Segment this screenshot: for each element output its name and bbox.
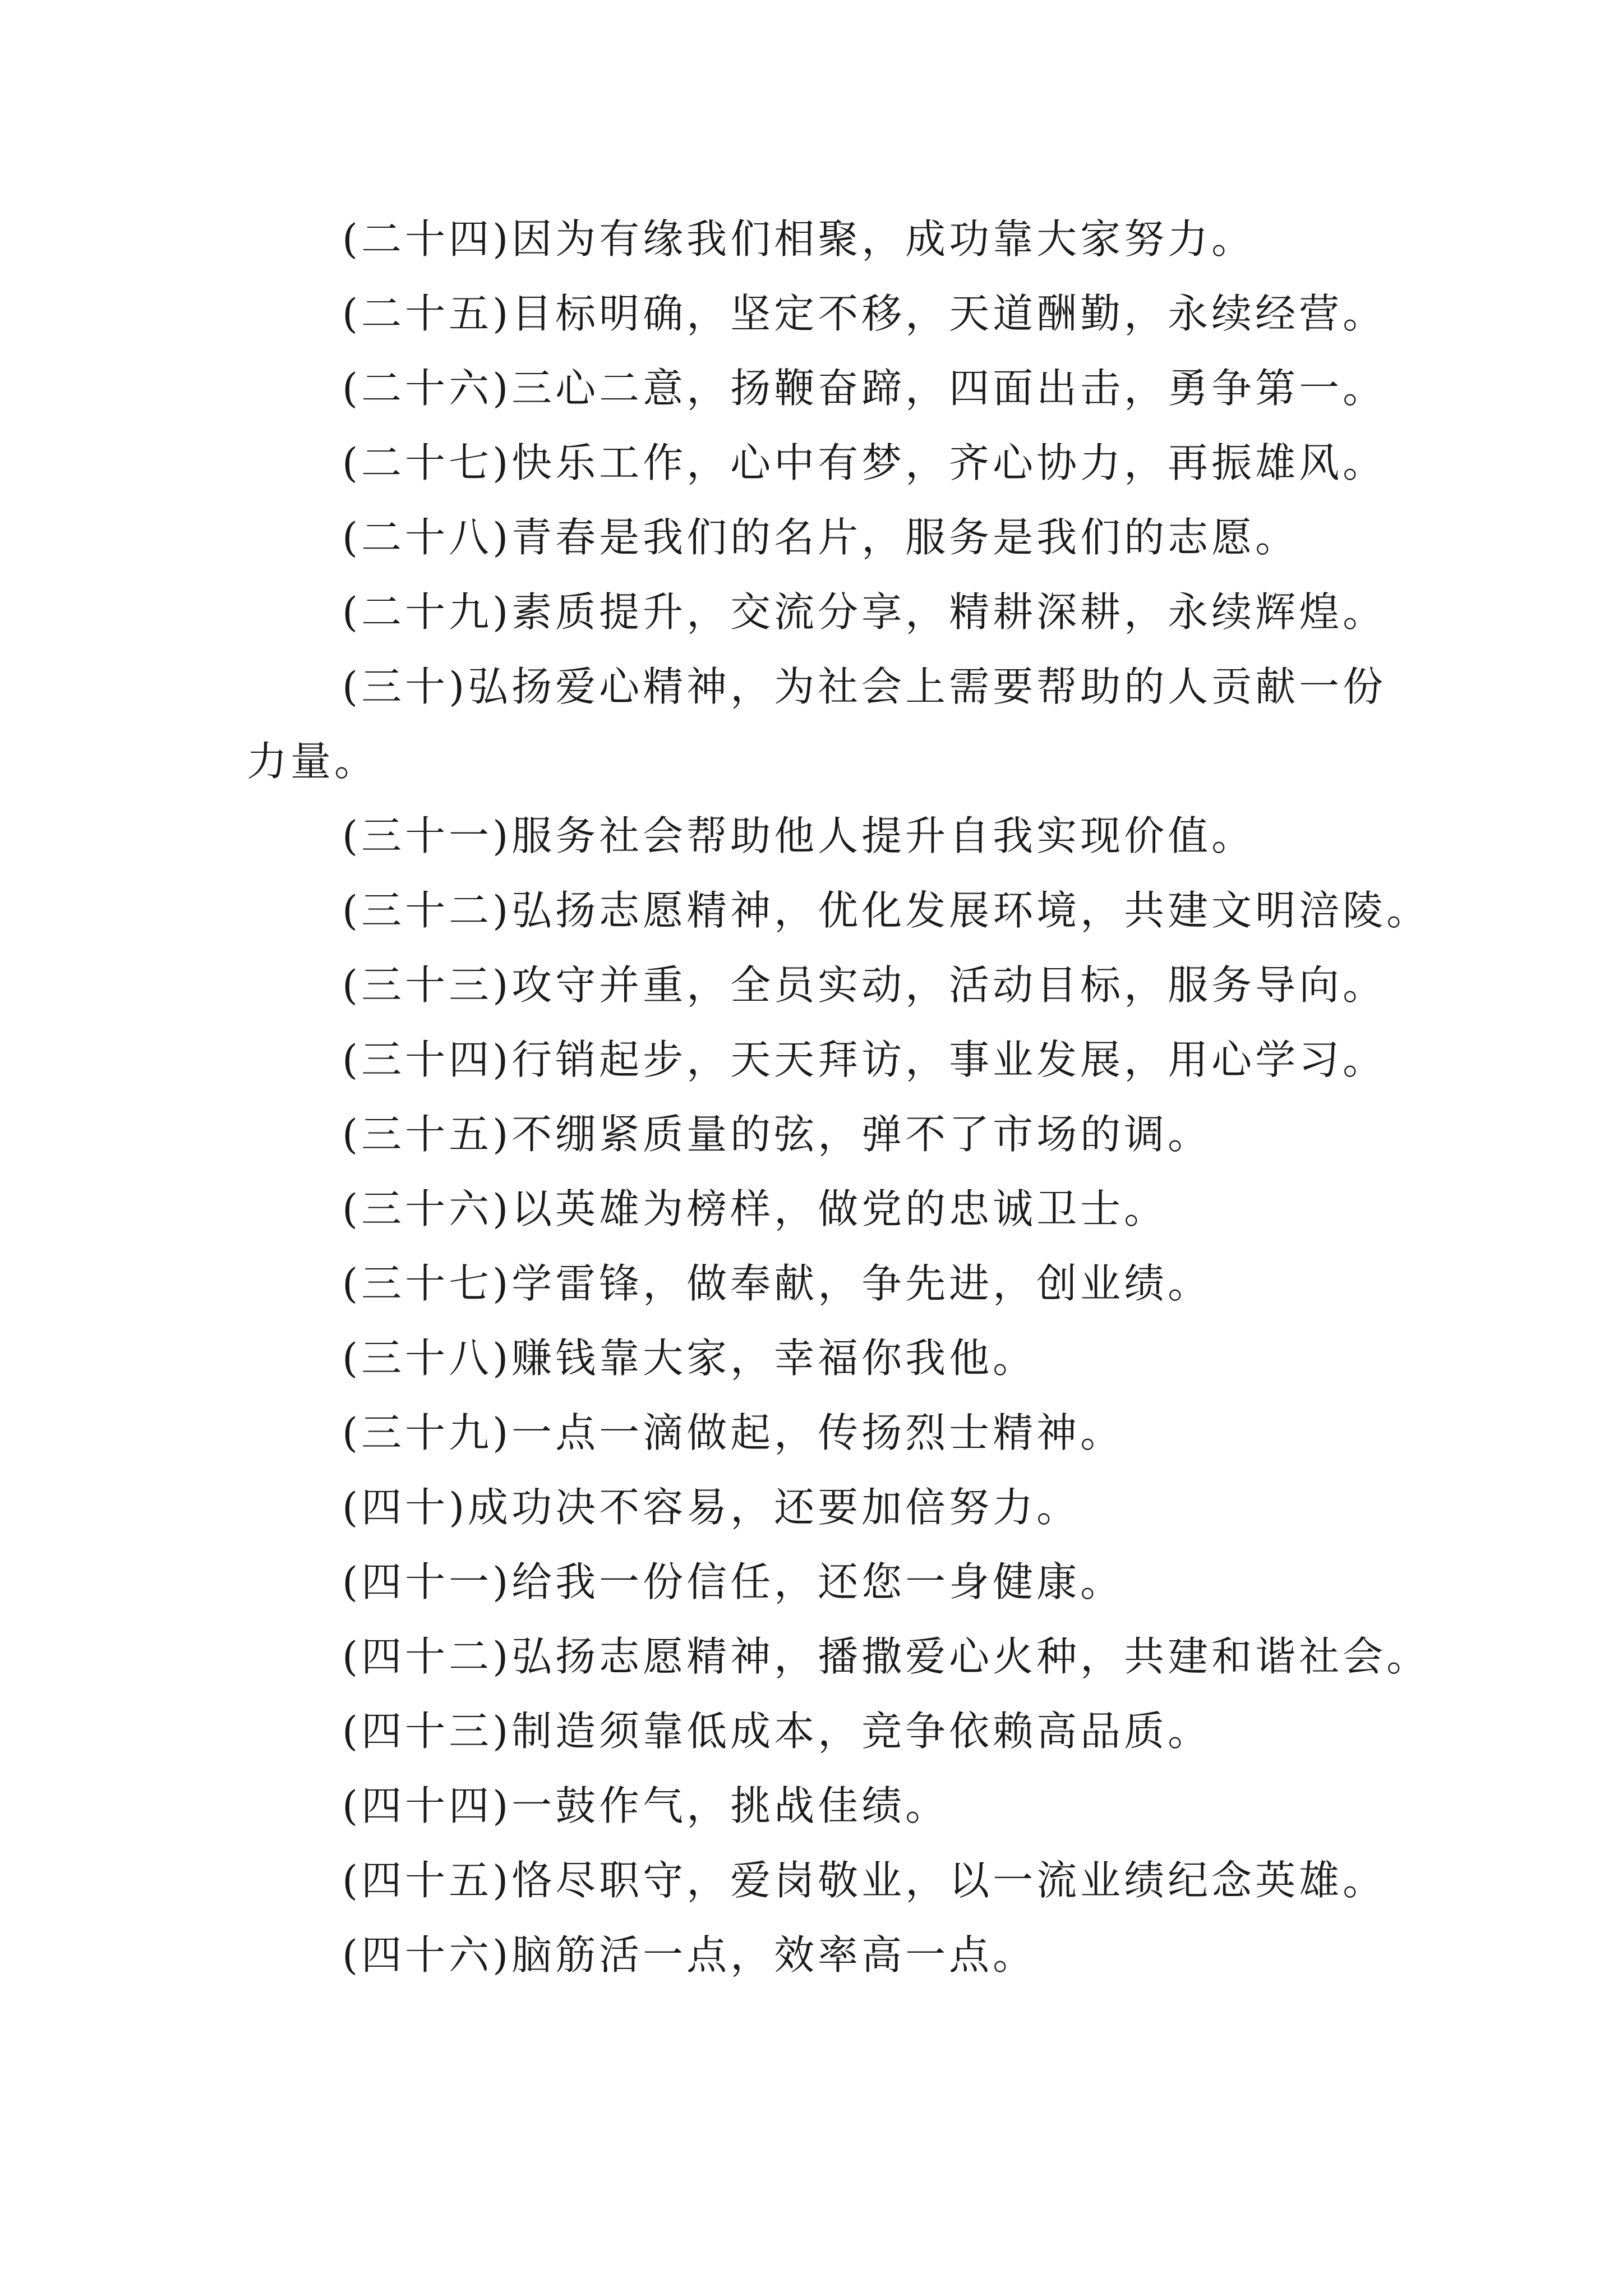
slogan-line-34: (三十四)行销起步，天天拜访，事业发展，用心学习。 (342, 1036, 1387, 1083)
slogan-line-29: (二十九)素质提升，交流分享，精耕深耕，永续辉煌。 (342, 588, 1387, 636)
slogan-line-30-continued: 力量。 (247, 738, 379, 785)
slogan-line-37: (三十七)学雷锋，做奉献，争先进，创业绩。 (342, 1260, 1212, 1307)
slogan-line-30: (三十)弘扬爱心精神，为社会上需要帮助的人贡献一份 (342, 663, 1387, 710)
slogan-line-41: (四十一)给我一份信任，还您一身健康。 (342, 1558, 1124, 1605)
slogan-line-40: (四十)成功决不容易，还要加倍努力。 (342, 1484, 1081, 1531)
slogan-line-39: (三十九)一点一滴做起，传扬烈士精神。 (342, 1409, 1124, 1456)
slogan-line-38: (三十八)赚钱靠大家，幸福你我他。 (342, 1335, 1037, 1382)
document-body (247, 202, 1431, 1993)
slogan-line-43: (四十三)制造须靠低成本，竞争依赖高品质。 (342, 1708, 1212, 1755)
slogan-line-46: (四十六)脑筋活一点，效率高一点。 (342, 1931, 1037, 1978)
slogan-line-42: (四十二)弘扬志愿精神，播撒爱心火种，共建和谐社会。 (342, 1633, 1431, 1680)
slogan-line-44: (四十四)一鼓作气，挑战佳绩。 (342, 1782, 949, 1829)
slogan-line-28: (二十八)青春是我们的名片，服务是我们的志愿。 (342, 514, 1299, 561)
slogan-line-24: (二十四)因为有缘我们相聚，成功靠大家努力。 (342, 215, 1256, 263)
slogan-line-35: (三十五)不绷紧质量的弦，弹不了市场的调。 (342, 1111, 1212, 1158)
slogan-line-36: (三十六)以英雄为榜样，做党的忠诚卫士。 (342, 1185, 1168, 1232)
slogan-line-25: (二十五)目标明确，坚定不移，天道酬勤，永续经营。 (342, 290, 1387, 337)
slogan-line-45: (四十五)恪尽职守，爱岗敬业，以一流业绩纪念英雄。 (342, 1857, 1387, 1904)
slogan-line-31: (三十一)服务社会帮助他人提升自我实现价值。 (342, 812, 1256, 859)
slogan-line-27: (二十七)快乐工作，心中有梦，齐心协力，再振雄风。 (342, 439, 1387, 486)
slogan-line-32: (三十二)弘扬志愿精神，优化发展环境，共建文明涪陵。 (342, 887, 1431, 934)
slogan-line-26: (二十六)三心二意，扬鞭奋蹄，四面出击，勇争第一。 (342, 365, 1387, 412)
slogan-line-33: (三十三)攻守并重，全员实动，活动目标，服务导向。 (342, 961, 1387, 1009)
